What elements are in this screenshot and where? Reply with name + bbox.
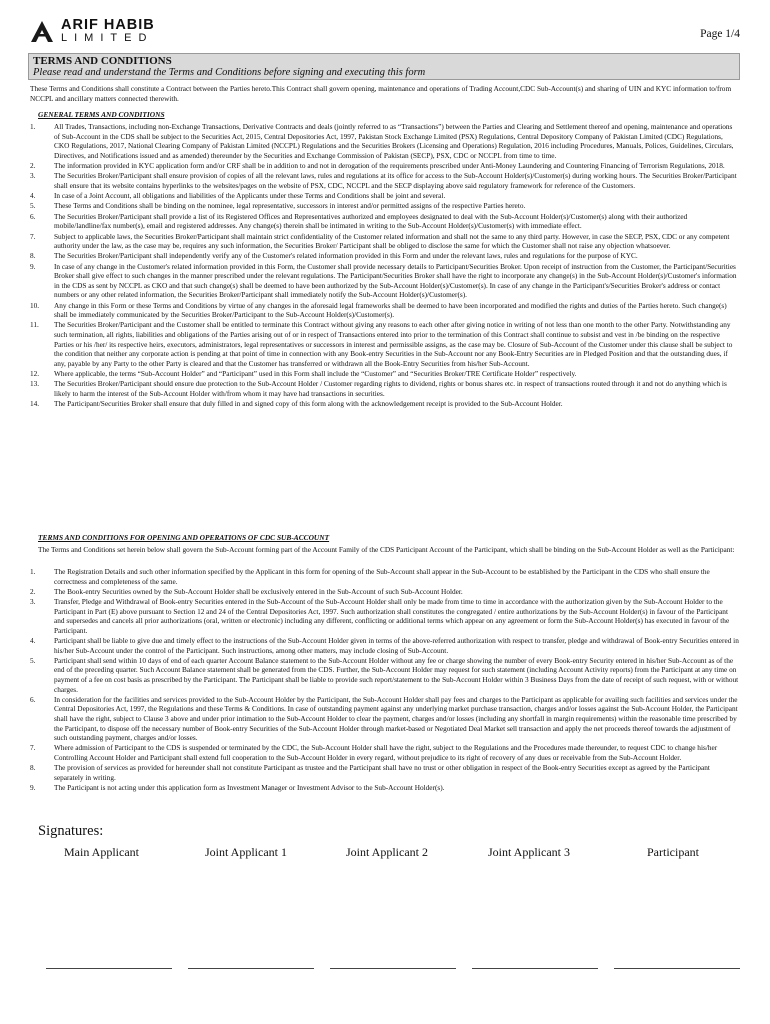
clause-item xyxy=(30,743,740,762)
clause-number: 7. xyxy=(30,743,36,753)
clause-item xyxy=(30,763,740,782)
clause-item xyxy=(30,399,740,409)
clause-number: 2. xyxy=(30,160,36,170)
signature-line-joint-applicant-2[interactable] xyxy=(330,968,456,969)
signature-label-joint-applicant-1: Joint Applicant 1 xyxy=(205,845,287,859)
signatures-heading: Signatures: xyxy=(38,823,104,839)
general-terms-heading: GENERAL TERMS AND CONDITIONS xyxy=(38,110,165,119)
clause-number: 2. xyxy=(30,586,36,596)
clause-text: The Securities Broker/Participant and the Customer shall be entitled to terminate this Contract without giving any reasons to each other after giving notice in writing of not less than one month to the other Party. Notwithstanding any such termination, all rights, liabilities and obligations of the Parties arising out of or in respect of Transactions entered into prior to the termination of this Contract shall continue to subsist and vest in /be binding on the respective Parties or his /her/ its respective heirs, executors, administrators, legal representatives or successors in interest and permissible assigns, as the case may be. Closure of Sub-Account of the Customer under this clause shall be subject to the condition that neither any corporate action is pending at that point of time in connection with any Book-entry Securities in the Sub-Account nor any Book-Entry Securities are in Pledged Position and that the outstanding dues, if any, payable by any Party to the other Party is cleared and that the Customer has transferred or withdrawn all the Book-Entry Securities from his/her Sub-Account. xyxy=(54,320,733,368)
clause-number: 8. xyxy=(30,251,36,261)
clause-item xyxy=(30,191,740,201)
signature-line-joint-applicant-3[interactable] xyxy=(472,968,598,969)
cdc-terms-list xyxy=(30,567,740,793)
signature-labels xyxy=(30,845,750,865)
clause-text: In case of any change in the Customer's related information provided in this Form, the Customer shall provide necessary details to Participant/Securities Broker. Upon receipt of instruction from the Customer, the Participant/Securities Broker shall give effect to such changes in the manner prescribed under the relevant regulations. The Participant/Securities Broker shall have the right to incorporate any change(s) in the Sub-Account Holder(s)/Customer's information in the CDS as sent by NCCPL as CKO and that such change(s) shall be deemed to have been authorized by the Sub-Account Holder(s)/Customer(s). In case of any change in the Participant's/Securities Broker's address or contact numbers or any other related information, the Securities Broker/Participant shall immediately notify the Sub-Account Holder(s)/Customer(s). xyxy=(54,261,737,300)
clause-text: Where applicable, the terms “Sub-Account Holder” and “Participant” used in this Form shall include the “Customer” and “Securities Broker/TRE Certificate Holder” respectively. xyxy=(54,368,577,378)
clause-item xyxy=(30,301,740,320)
clause-item xyxy=(30,656,740,694)
clause-text: These Terms and Conditions shall be binding on the nominee, legal representative, successors in interest and/or permitted assigns of the respective Parties hereto. xyxy=(54,201,526,211)
clause-item xyxy=(30,783,740,793)
signature-line-joint-applicant-1[interactable] xyxy=(188,968,314,969)
logo-name: ARIF HABIB xyxy=(61,16,155,33)
general-terms-list xyxy=(30,122,740,409)
logo-mark-icon xyxy=(29,18,55,44)
clause-text: The Registration Details and such other information specified by the Applicant in this form for opening of the Sub-Account shall appear in the Sub-Account to be established by the Participant in the CDS who shall ensure the correctness and completeness of the same. xyxy=(54,567,710,586)
clause-number: 6. xyxy=(30,694,36,704)
page-subtitle: Please read and understand the Terms and Conditions before signing and executing this form xyxy=(33,67,426,78)
clause-number: 1. xyxy=(30,567,36,576)
clause-text: Any change in this Form or these Terms and Conditions by virtue of any changes in the aforesaid legal frameworks shall be deemed to have been incorporated and modified the rights and duties of the Parties hereto. Such change(s) shall be immediately communicated by the Securities Broker/Participant to the Sub-Account Holder(s)/Customer(s). xyxy=(54,300,727,320)
clause-text: The Securities Broker/Participant shall provide a list of its Registered Offices and Representatives authorized and employees designated to deal with the Sub-Account Holder(s)/Customer(s) along with their authorized mobile/landline/fax number(s), email and registered addresses. Any change(s) therein shall be intimated in writing to the Sub-Account Holder(s)/Customer(s) with immediate effect. xyxy=(54,211,688,231)
clause-item xyxy=(30,212,740,231)
clause-text: The information provided in KYC application form and/or CRF shall be in addition to and not in derogation of the requirements prescribed under Anti-Money Laundering and Countering Financing of Terrorism Regulations, 2018. xyxy=(54,160,725,170)
clause-item xyxy=(30,251,740,261)
clause-text: In consideration for the facilities and services provided to the Sub-Account Holder by the Participant, the Sub-Account Holder shall pay fees and charges to the Participant as applicable for availing such facilities and services under the Central Depositories Act, 1997, the Regulations and these Terms & Conditions. In case of outstanding payment against any underlying market purchase transaction, charges and/or losses against the Sub-Account Holder, the Participant shall have the right, subject to Clause 3 above and under prior intimation to the Sub-Account Holder to clear the payment, charges and/or losses (including any shortfall in margin requirements) within the reasonable time prescribed by the Participant, to dispose off the necessary number of Book-entry Securities of the Sub-Account Holder through market-based or Negotiated Deal Market sell transaction and apply the net proceeds thereof towards the adjustment of such outstanding payment, charges and/or losses. xyxy=(54,694,738,743)
clause-text: The Securities Broker/Participant shall independently verify any of the Customer's related information provided in this Form and under the relevant laws, rules and regulations for the purpose of KYC. xyxy=(54,251,638,261)
clause-number: 13. xyxy=(30,379,40,389)
clause-item xyxy=(30,379,740,398)
clause-number: 6. xyxy=(30,211,36,221)
clause-number: 7. xyxy=(30,231,36,241)
clause-text: Transfer, Pledge and Withdrawal of Book-entry Securities entered in the Sub-Account of the Sub-Account Holder shall only be made from time to time in accordance with the authorization given by the Sub-Account Holder to the Participant in Part (E) above pursuant to Section 12 and 24 of the Central Depositories Act, 1997. Such authorization shall constitutes the congregated / entire authorizations by the Sub-Account Holder(s) in favour of the Participant and supersedes and cancels all prior authorizations (oral, written or electronic) including any different, conflicting or additional terms which appear on any agreement or form the Sub-Account Holder(s) has executed in favour of the Participant. xyxy=(54,597,730,635)
clause-item xyxy=(30,201,740,211)
signature-label-participant: Participant xyxy=(647,845,699,859)
clause-number: 3. xyxy=(30,597,36,607)
clause-number: 5. xyxy=(30,201,36,211)
signature-label-joint-applicant-3: Joint Applicant 3 xyxy=(488,845,570,859)
clause-item xyxy=(30,262,740,300)
clause-item xyxy=(30,636,740,655)
clause-item xyxy=(30,122,740,160)
signature-line-participant[interactable] xyxy=(614,968,740,969)
clause-text: Subject to applicable laws, the Securities Broker/Participant shall maintain strict confidentiality of the Customer related information and shall not the same to any third party. However, in case the SECP, PSX, CDC or any competent authority under the law, as the case may be, requires any such information, the Securities Broker/ Participant shall be obliged to disclose the same for which the Customer shall not raise any objection whatsoever. xyxy=(54,231,730,251)
clause-item xyxy=(30,695,740,743)
clause-text: The Book-entry Securities owned by the Sub-Account Holder shall be exclusively entered in the Sub-Account of such Sub-Account Holder. xyxy=(54,586,463,596)
clause-item xyxy=(30,597,740,635)
clause-text: The Participant/Securities Broker shall ensure that duly filled in and signed copy of this form along with the acknowledgement receipt is provided to the Sub-Account Holder. xyxy=(54,399,563,409)
cdc-intro: The Terms and Conditions set herein below shall govern the Sub-Account forming part of the Account Family of the CDS Participant Account of the Participant, which shall be binding on the Sub-Account Holder as well as the Participant: xyxy=(38,545,735,554)
clause-item xyxy=(30,232,740,251)
clause-text: Participant shall send within 10 days of end of each quarter Account Balance statement to the Sub-Account Holder without any fee or charge showing the number of every Book-entry Security entered in his/her Sub-Account as of the end of the preceding quarter. Such Account Balance statement shall be generated from the CDS. Further, the Sub-Account Holder may request for such statement (including Account Activity reports) from the Participant at any time on payment of a fee on cost basis as prescribed by the Participant. The Participant shall be liable to provide such report/statement to the Sub-Account Holder within 3 Business Days from the date of receipt of such request, with or without charges. xyxy=(54,655,739,694)
clause-number: 4. xyxy=(30,636,36,646)
clause-number: 11. xyxy=(30,320,39,330)
clause-item xyxy=(30,587,740,597)
signature-line-main-applicant[interactable] xyxy=(46,968,172,969)
clause-item xyxy=(30,161,740,171)
terms-header xyxy=(28,53,740,80)
company-logo xyxy=(29,18,155,44)
clause-number: 9. xyxy=(30,783,36,793)
clause-text: The provision of services as provided for hereunder shall not constitute Participant as trustee and the Participant shall have no trust or other obligation in respect of the Book-entry Securities except as agreed by the Participant separately in writing. xyxy=(54,763,710,782)
clause-text: The Securities Broker/Participant shall ensure provision of copies of all the relevant laws, rules and regulations at its office for access to the Sub-Account Holder(s)/Customer(s) during working hours. The Securities Broker/Participant shall ensure that its website contains hyperlinks to the websites/pages on the website of PSX, CDC, NCCPL and the SECP displaying above said regulatory framework for reference of the Customers. xyxy=(54,171,737,190)
page-title: TERMS AND CONDITIONS xyxy=(33,55,172,67)
clause-number: 8. xyxy=(30,763,36,773)
clause-item xyxy=(30,171,740,190)
signature-label-main-applicant: Main Applicant xyxy=(64,845,139,859)
clause-item xyxy=(30,567,740,586)
cdc-terms-heading: TERMS AND CONDITIONS FOR OPENING AND OPERATIONS OF CDC SUB-ACCOUNT xyxy=(38,533,330,542)
clause-number: 10. xyxy=(30,300,40,310)
clause-number: 4. xyxy=(30,191,36,201)
signature-lines xyxy=(30,960,750,980)
clause-item xyxy=(30,369,740,379)
clause-number: 14. xyxy=(30,399,40,409)
clause-text: The Participant is not acting under this application form as Investment Manager or Investment Advisor to the Sub-Account Holder(s). xyxy=(54,783,445,793)
clause-number: 12. xyxy=(30,368,40,378)
clause-text: Participant shall be liable to give due and timely effect to the instructions of the Sub-Account Holder given in terms of the above-referred authorization with respect to transfer, pledge and withdrawal of Book-entry Securities entered in his/her Sub-Account under the control of the Participant. Such instructions, among other matters, may include closing of Sub-Account. xyxy=(54,636,739,655)
logo-subtitle: LIMITED xyxy=(61,32,154,45)
clause-text: The Securities Broker/Participant should ensure due protection to the Sub-Account Holder / Customer regarding rights to dividend, rights or bonus shares etc. in respect of transactions routed through it and not do anything which is likely to harm the interest of the Sub-Account Holder with/from whom it may have had transactions in securities. xyxy=(54,379,727,398)
clause-number: 1. xyxy=(30,122,36,131)
intro-paragraph: These Terms and Conditions shall constitute a Contract between the Parties hereto.This Contract shall govern opening, maintenance and operations of Trading Account,CDC Sub-Account(s) and sharing of UIN and KYC information to/from NCCPL and ancillary matters connected therewith. xyxy=(30,84,732,103)
clause-text: Where admission of Participant to the CDS is suspended or terminated by the CDC, the Sub-Account Holder shall have the right, subject to the Regulations and the Procedures made thereunder, to request CDC to change his/her Controlling Account Holder and Participant shall extend full cooperation to the Sub-Account Holder in every regard, without prejudice to its right of recovery of any dues or receivable from the Sub-Account Holder. xyxy=(54,743,718,762)
clause-text: In case of a Joint Account, all obligations and liabilities of the Applicants under these Terms and Conditions shall be joint and several. xyxy=(54,191,446,201)
page-number: Page 1/4 xyxy=(700,28,740,40)
clause-number: 9. xyxy=(30,261,36,271)
clause-number: 3. xyxy=(30,171,36,181)
signature-label-joint-applicant-2: Joint Applicant 2 xyxy=(346,845,428,859)
clause-item xyxy=(30,320,740,368)
clause-text: All Trades, Transactions, including non-Exchange Transactions, Derivative Contracts and deals (jointly referred to as “Transactions”) between the Parties and Clearing and Settlement thereof and opening, maintenance and operations of Sub-Account in the CDS shall be subject to the Securities Act, 2015, Central Depositories Act, 1997, Pakistan Stock Exchange Limited (PSX) Regulations, Central Depository Company of Pakistan Limited (CDC) Regulations, CKO Regulations, 2017, National Clearing Company of Pakistan Limited (NCCPL) Regulations and the Securities Brokers (Licensing and Operations) Regulation, 2016 including Procedures, Manuals, Polices, Guidelines, Circulars, Directives, and Notifications issued and as amended) thereunder by the Securities and Exchange Commission of Pakistan (SECP), PSX, CDC or NCCPL from time to time. xyxy=(54,122,734,160)
clause-number: 5. xyxy=(30,655,36,665)
